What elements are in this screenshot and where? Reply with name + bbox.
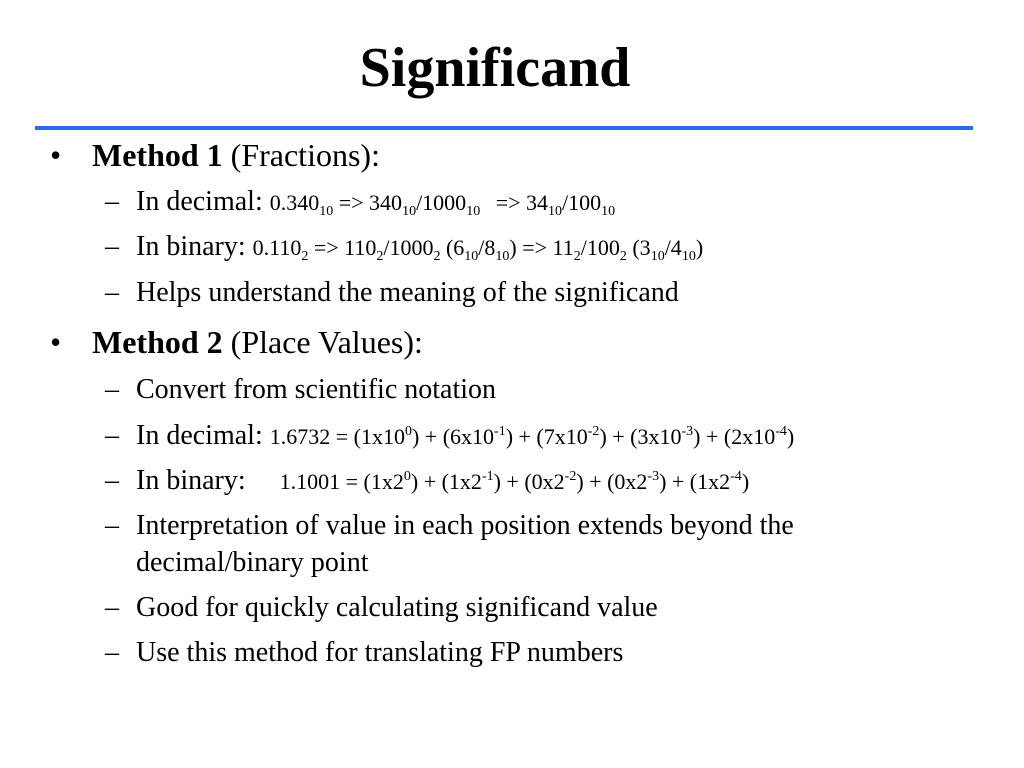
subbullet-text-line-1: Interpretation of value in each position extends beyond the: [136, 510, 794, 541]
bullet-marker: •: [50, 324, 62, 360]
subbullet-text: [136, 230, 703, 265]
dash-marker: –: [105, 374, 119, 405]
subbullet-text: [136, 419, 794, 454]
bullet-text: [92, 323, 423, 361]
decimal-label: In decimal:: [136, 186, 270, 217]
method-2-subtitle: (Place Values):: [222, 324, 423, 360]
method-1-heading: Method 1: [92, 137, 223, 173]
dash-marker: –: [105, 186, 119, 217]
subbullet-text: [136, 185, 615, 220]
binary-label: In binary:: [136, 465, 246, 496]
dash-marker: –: [105, 277, 119, 308]
subbullet-text-line-2: decimal/binary point: [136, 547, 369, 578]
method-2-heading: Method 2: [92, 324, 223, 360]
decimal-label: In decimal:: [136, 420, 270, 451]
dash-marker: –: [105, 637, 119, 668]
binary-label: In binary:: [136, 231, 253, 262]
decimal-place-value-expression: $1.6732 = (1x10^0) + (6x10^{-1}) + (7x10^{-2}) + (3x10^{-3}) + (2x10^{-4})$: [269, 424, 795, 449]
subbullet-text: Good for quickly calculating significand value: [136, 592, 658, 623]
subbullet-text: Helps understand the meaning of the significand: [136, 277, 679, 308]
dash-marker: –: [105, 465, 119, 496]
dash-marker: –: [105, 510, 119, 541]
dash-marker: –: [105, 592, 119, 623]
slide-title: Significand: [359, 37, 631, 99]
dash-marker: –: [105, 231, 119, 262]
dash-marker: –: [105, 420, 119, 451]
binary-place-value-expression: $1.1001 = (1x2^0) + (1x2^{-1}) + (0x2^{-2}) + (0x2^{-3}) + (1x2^{-4})$: [279, 469, 750, 494]
subbullet-text: Convert from scientific notation: [136, 374, 497, 405]
method-1-subtitle: (Fractions):: [222, 137, 380, 173]
decimal-fraction-expression: $0.340_{10} => 340_{10}/1000_{10} => 34_{10}/100_{10}$: [269, 190, 616, 219]
subbullet-text: [136, 464, 749, 499]
binary-fraction-expression: $0.110_2 => 110_2/1000_2$ $(6_{10}/8_{10}) => 11_2/100_2$ $(3_{10}/4_{10})$: [252, 235, 704, 264]
subbullet-text: Use this method for translating FP numbers: [136, 637, 624, 668]
bullet-text: [92, 136, 380, 174]
title-divider: [35, 126, 973, 130]
bullet-marker: •: [50, 137, 62, 173]
